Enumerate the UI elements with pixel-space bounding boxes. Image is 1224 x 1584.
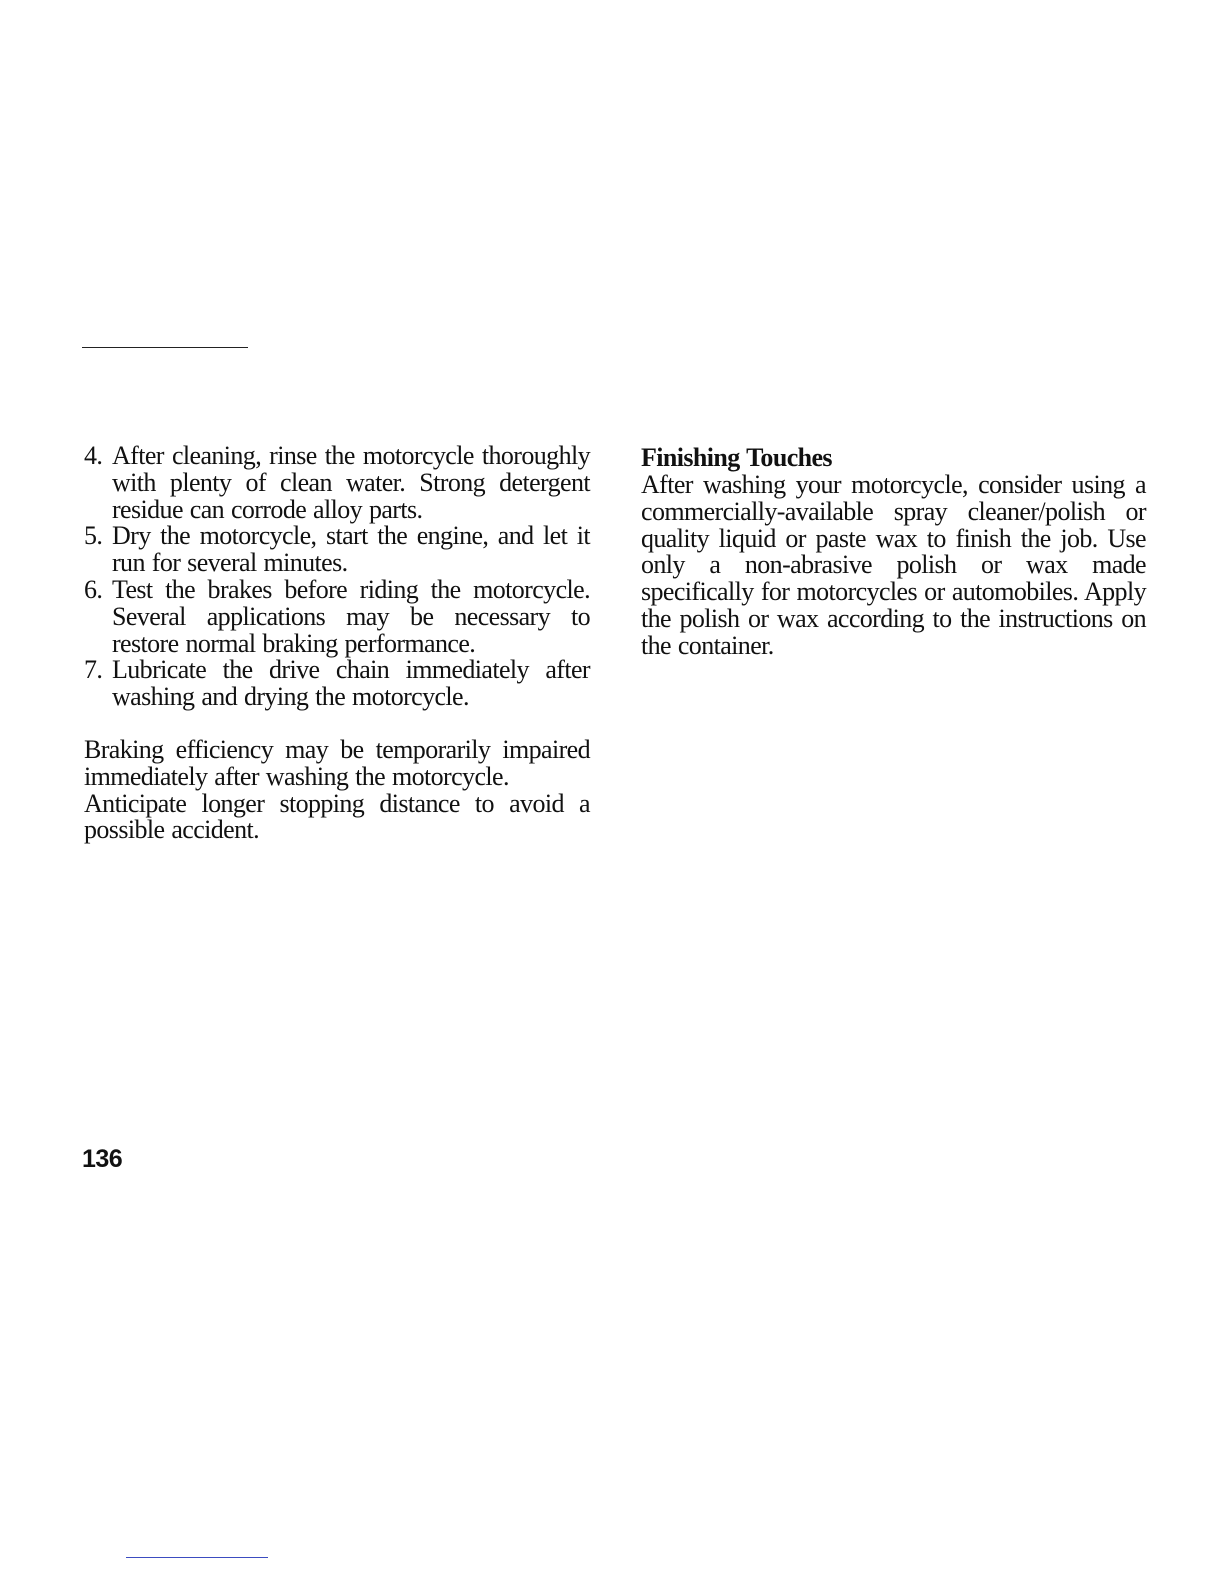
braking-warning-line-1: Braking efficiency may be temporarily impaired immediately after washing the motorcycle. [84, 734, 590, 791]
step-number: 4. [84, 441, 103, 470]
step-item [84, 523, 590, 577]
step-number: 6. [84, 574, 103, 604]
footer-rule [126, 1557, 268, 1558]
header-rule [82, 347, 248, 348]
step-item [84, 657, 590, 711]
finishing-touches-heading: Finishing Touches [641, 443, 832, 472]
step-text: Lubricate the drive chain immediately after washing and drying the motorcycle. [112, 655, 590, 712]
right-column [641, 444, 1146, 660]
step-number: 7. [84, 655, 103, 685]
braking-warning-line-2: Anticipate longer stopping distance to avoid a possible accident. [84, 788, 590, 845]
step-number: 5. [84, 521, 103, 551]
braking-warning-note [84, 734, 590, 845]
step-text: After cleaning, rinse the motorcycle thoroughly with plenty of clean water. Strong detergent residue can corrode alloy parts. [112, 441, 590, 524]
step-text: Test the brakes before riding the motorcycle. Several applications may be necessary to restore normal braking performance. [112, 574, 590, 658]
step-text: Dry the motorcycle, start the engine, and let it run for several minutes. [112, 521, 590, 578]
page-number: 136 [82, 1145, 123, 1173]
left-column [84, 443, 590, 844]
cleaning-steps-list [84, 443, 590, 711]
step-item [84, 574, 590, 658]
finishing-touches-body: After washing your motorcycle, consider using a commercially-available spray cleaner/polish or quality liquid or paste wax to finish the job. Use only a non-abrasive polish or wax made specifically for motorcycles or automobiles. Apply the polish or wax according to the instructions on the container. [641, 470, 1146, 660]
step-item [84, 443, 590, 523]
